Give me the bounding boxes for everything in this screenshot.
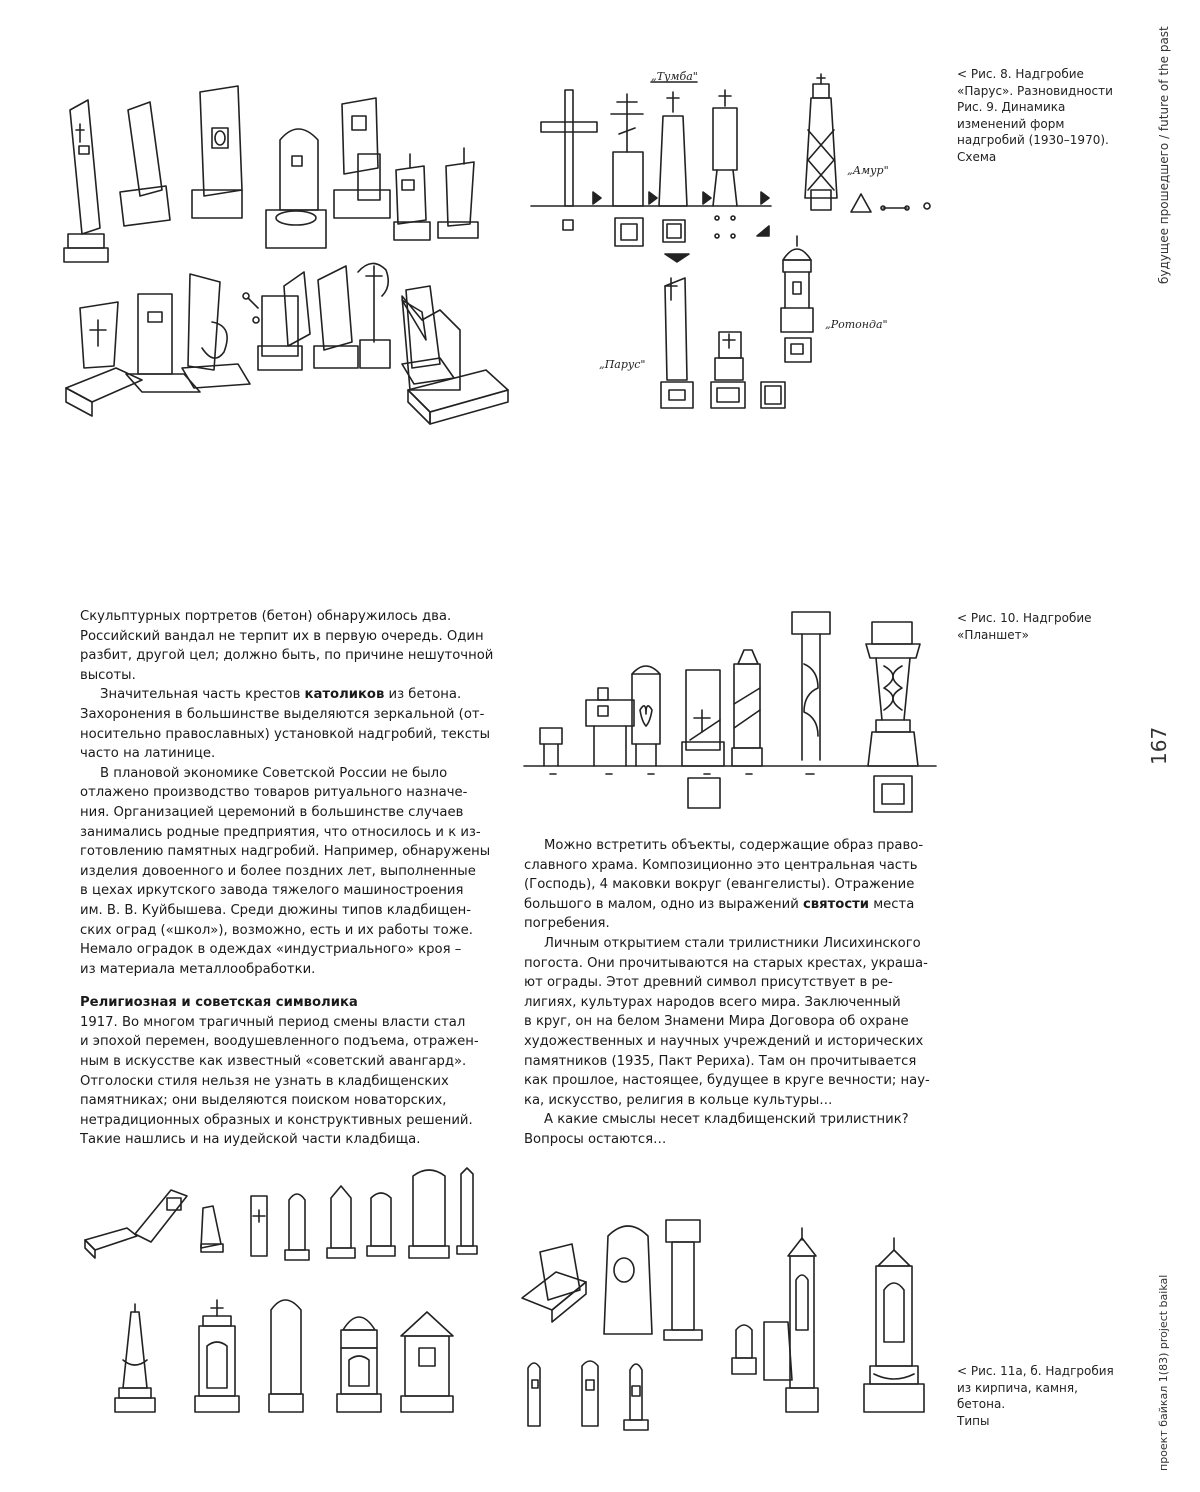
paragraph-questions: А какие смыслы несет кладбищенский трилистник? Вопросы остаются… xyxy=(524,1112,909,1147)
running-header: будущее прошедшего / future of the past xyxy=(1157,26,1171,284)
caption-fig11: < Рис. 11а, б. Надгробия из кирпича, камня, бетона. Типы xyxy=(957,1364,1114,1428)
figure-9-form-dynamics-scheme xyxy=(525,50,945,430)
figure-10-planshet-gravestones xyxy=(520,600,940,820)
figure-11b-gravestone-types xyxy=(512,1210,942,1438)
figure-11a-gravestone-types xyxy=(75,1160,505,1435)
page-number: 167 xyxy=(1147,726,1171,765)
bold-term-catholics: католиков xyxy=(304,687,385,703)
section-heading: Религиозная и советская символика xyxy=(80,995,358,1011)
label-tumba: „Тумба" xyxy=(651,70,698,83)
paragraph-orthodox-temple: Можно встретить объекты, содержащие образ право- славного храма. Композиционно это центральная часть (Господь), 4 маковки вокруг (евангелисты). Отражение большого в малом, одно из выражений святости места погребения. xyxy=(524,838,924,932)
paragraph-planned-economy: В плановой экономике Советской России не было отлажено производство товаров ритуального назначе- ния. Организацией церемоний в большинстве случаев занимались родные предприятия, что относилось и к из- готовлению памятных надгробий. Например, обнаружены изделия довоенного и более поздних лет, выполненные в цехах иркутского завода тяжелого машиностроения им. В. В. Куйбышева. Среди дюжины типов кладбищен- ских оград («школ»), возможно, есть и их работы тоже. Немало оградок в одеждах «индустриального» кроя – из материала металлообработки. xyxy=(80,765,491,977)
paragraph-sculpture-portraits: Скульптурных портретов (бетон) обнаружилось два. Российский вандал не терпит их в первую очередь. Один разбит, другой цел; должно быть, по причине нешуточной высоты. xyxy=(80,609,494,683)
paragraph-trefoils: Личным открытием стали трилистники Лисихинского погоста. Они прочитываются на старых крестах, украша- ют ограды. Этот древний символ присутствует в ре- лигиях, культурах народов всего мира. Заключенный в круг, он на белом Знамени Мира Договора об охране художественных и научных учреждений и исторических памятников (1935, Пакт Рериха). Там он прочитывается как прошлое, настоящее, будущее в круге вечности; нау- ка, искусство, религия в кольце культуры… xyxy=(524,935,930,1108)
right-text-column xyxy=(524,836,934,1150)
paragraph-catholic-crosses: Значительная часть крестов католиков из бетона. Захоронения в большинстве выделяются зеркальной (от- носительно православных) установкой надгробий, тексты часто на латинице. xyxy=(80,687,491,762)
running-footer: проект байкал 1(83) project baikal xyxy=(1157,1274,1170,1471)
figure-8-parus-sketches xyxy=(62,50,518,445)
caption-fig8-9: < Рис. 8. Надгробие «Парус». Разновидности Рис. 9. Динамика изменений форм надгробий (1930–1970). Схема xyxy=(957,67,1113,164)
label-rotonda: „Ротонда" xyxy=(825,318,888,331)
label-parus: „Парус" xyxy=(599,358,646,371)
left-text-column xyxy=(80,607,520,1150)
paragraph-1917: 1917. Во многом трагичный период смены власти стал и эпохой перемен, воодушевленного подъема, отражен- ным в искусстве как известный «советский авангард». Отголоски стиля нельзя не узнать в кладбищенских памятниках; они выделяются поиском новаторских, нетрадиционных образных и конструктивных решений. Такие нашлись и на иудейской части кладбища. xyxy=(80,1014,479,1148)
label-amur: „Амур" xyxy=(847,164,889,177)
bold-term-holiness: святости xyxy=(802,896,870,912)
caption-fig10: < Рис. 10. Надгробие «Планшет» xyxy=(957,611,1092,642)
